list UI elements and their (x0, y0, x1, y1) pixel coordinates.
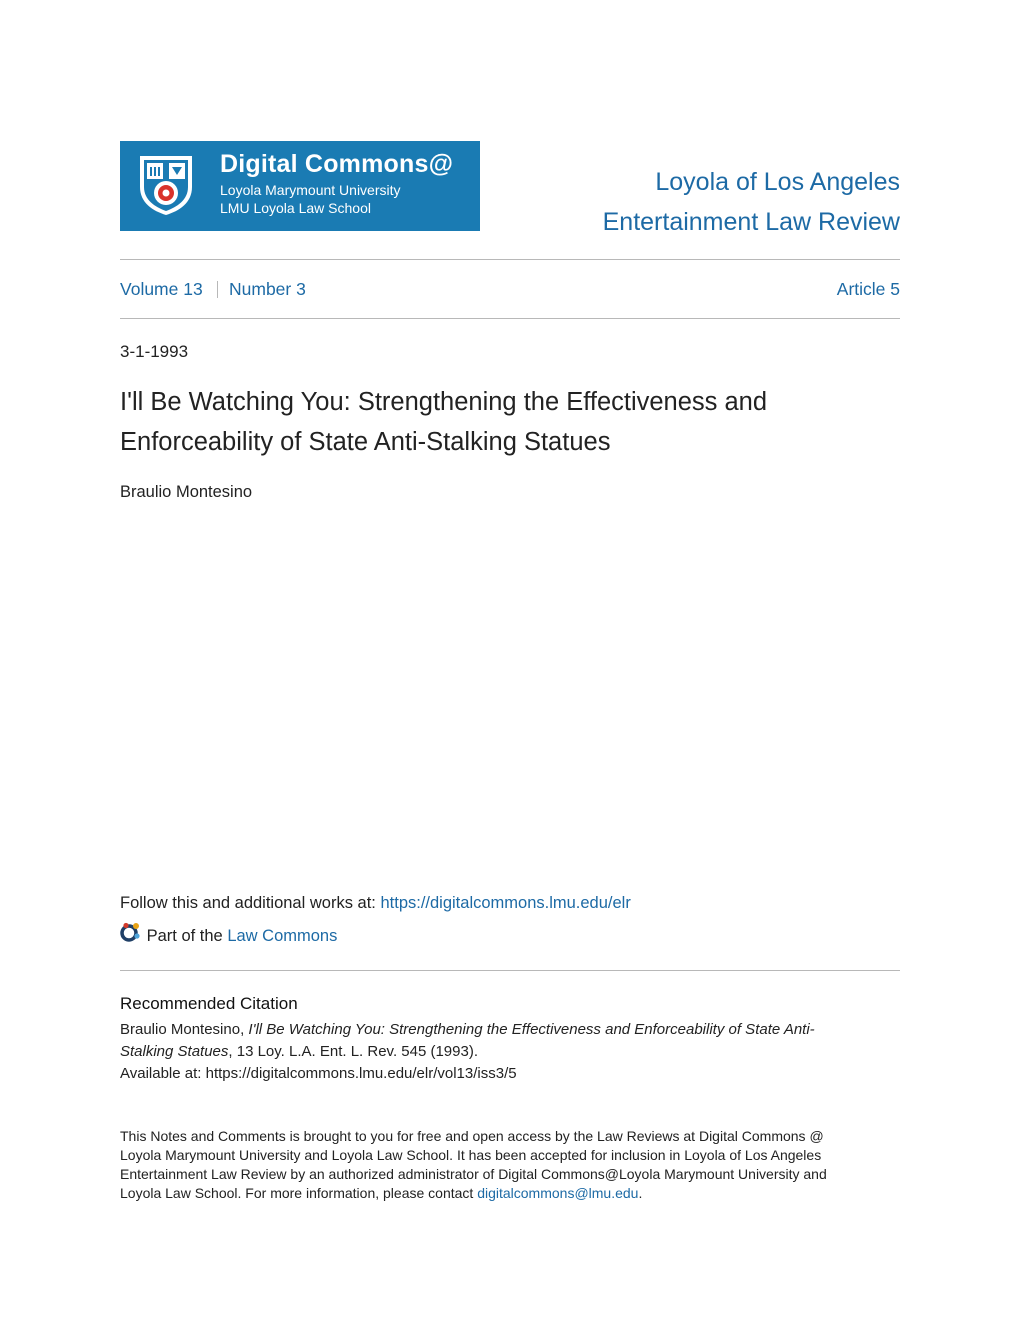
divider (120, 318, 900, 319)
journal-name-line1[interactable]: Loyola of Los Angeles (655, 168, 900, 196)
part-of-line (120, 922, 337, 946)
recommended-citation-heading: Recommended Citation (120, 994, 298, 1013)
citation-title-part2: Stalking Statues (120, 1043, 229, 1060)
digital-commons-logo[interactable] (120, 141, 480, 231)
law-commons-link[interactable]: Law Commons (227, 927, 338, 945)
contact-email-link[interactable]: digitalcommons@lmu.edu (477, 1185, 639, 1201)
article-title (120, 382, 910, 462)
footer-line: Loyola Marymount University and Loyola Law School. It has been accepted for inclusion in Loyola of Los Angeles (120, 1147, 822, 1163)
logo-title: Digital Commons@ (220, 150, 454, 178)
collection-url-link[interactable]: https://digitalcommons.lmu.edu/elr (380, 894, 631, 912)
divider (120, 259, 900, 260)
footer-contact-text: Loyola Law School. For more information, please contact (120, 1185, 478, 1201)
publication-date: 3-1-1993 (120, 342, 189, 361)
footer-line: Entertainment Law Review by an authorized administrator of Digital Commons@Loyola Marymount University and (120, 1166, 827, 1182)
logo-school: LMU Loyola Law School (220, 200, 371, 216)
citation-line2 (120, 1041, 910, 1063)
author-name: Braulio Montesino (120, 483, 253, 501)
article-title-line2: Enforceability of State Anti-Stalking Statues (120, 428, 611, 456)
issue-link[interactable]: Number 3 (229, 279, 306, 299)
citation-line1 (120, 1019, 910, 1041)
article-link[interactable]: Article 5 (836, 279, 900, 299)
footer-notice (120, 1127, 910, 1203)
article-title-line1: I'll Be Watching You: Strengthening the Effectiveness and (120, 388, 768, 416)
citation-available: Available at: https://digitalcommons.lmu.edu/elr/vol13/iss3/5 (120, 1065, 517, 1082)
footer-line (120, 1184, 910, 1203)
lmu-shield-icon (136, 153, 196, 217)
footer-line: This Notes and Comments is brought to you for free and open access by the Law Reviews at Digital Commons @ (120, 1128, 824, 1144)
citation-source: , 13 Loy. L.A. Ent. L. Rev. 545 (1993). (228, 1043, 478, 1060)
journal-name[interactable] (603, 162, 900, 242)
logo-university: Loyola Marymount University (220, 182, 401, 198)
journal-name-line2[interactable]: Entertainment Law Review (602, 208, 900, 236)
nav-separator (217, 281, 218, 298)
citation-text (120, 1019, 910, 1085)
citation-title-part1: I'll Be Watching You: Strengthening the Effectiveness and Enforceability of State Anti- (248, 1021, 815, 1038)
footer-period: . (638, 1185, 643, 1201)
follow-line (120, 894, 631, 913)
citation-author: Braulio Montesino, (120, 1021, 249, 1038)
follow-label: Follow this and additional works at: (120, 894, 381, 912)
part-of-label: Part of the (146, 927, 228, 945)
volume-link[interactable]: Volume 13 (120, 279, 203, 299)
divider (120, 970, 900, 971)
network-icon (120, 922, 142, 944)
